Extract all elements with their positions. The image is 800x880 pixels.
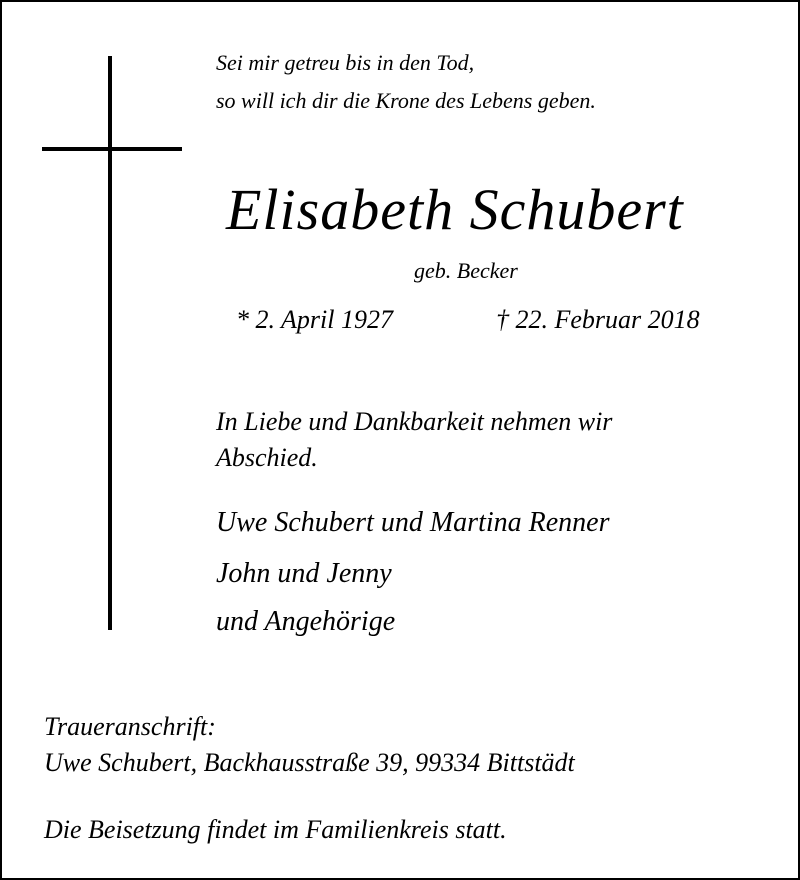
- mourner-line: Uwe Schubert und Martina Renner: [216, 507, 610, 538]
- verse-line-2: so will ich dir die Krone des Lebens geben.: [216, 88, 596, 113]
- message-line-2: Abschied.: [216, 443, 318, 472]
- address-line: Uwe Schubert, Backhausstraße 39, 99334 Bittstädt: [44, 748, 575, 777]
- burial-note: Die Beisetzung findet im Familienkreis statt.: [44, 815, 507, 844]
- mourner-line: John und Jenny: [216, 558, 392, 589]
- death-date: † 22. Februar 2018: [496, 305, 700, 334]
- message-line-1: In Liebe und Dankbarkeit nehmen wir: [216, 407, 613, 436]
- mourner-line: und Angehörige: [216, 606, 396, 637]
- cross-vertical-bar: [108, 56, 112, 630]
- birth-date: * 2. April 1927: [236, 305, 393, 334]
- verse-line-1: Sei mir getreu bis in den Tod,: [216, 50, 475, 75]
- deceased-name: Elisabeth Schubert: [226, 177, 684, 242]
- maiden-name: geb. Becker: [414, 258, 518, 283]
- address-label: Traueranschrift:: [44, 712, 216, 741]
- cross-horizontal-bar: [42, 147, 182, 151]
